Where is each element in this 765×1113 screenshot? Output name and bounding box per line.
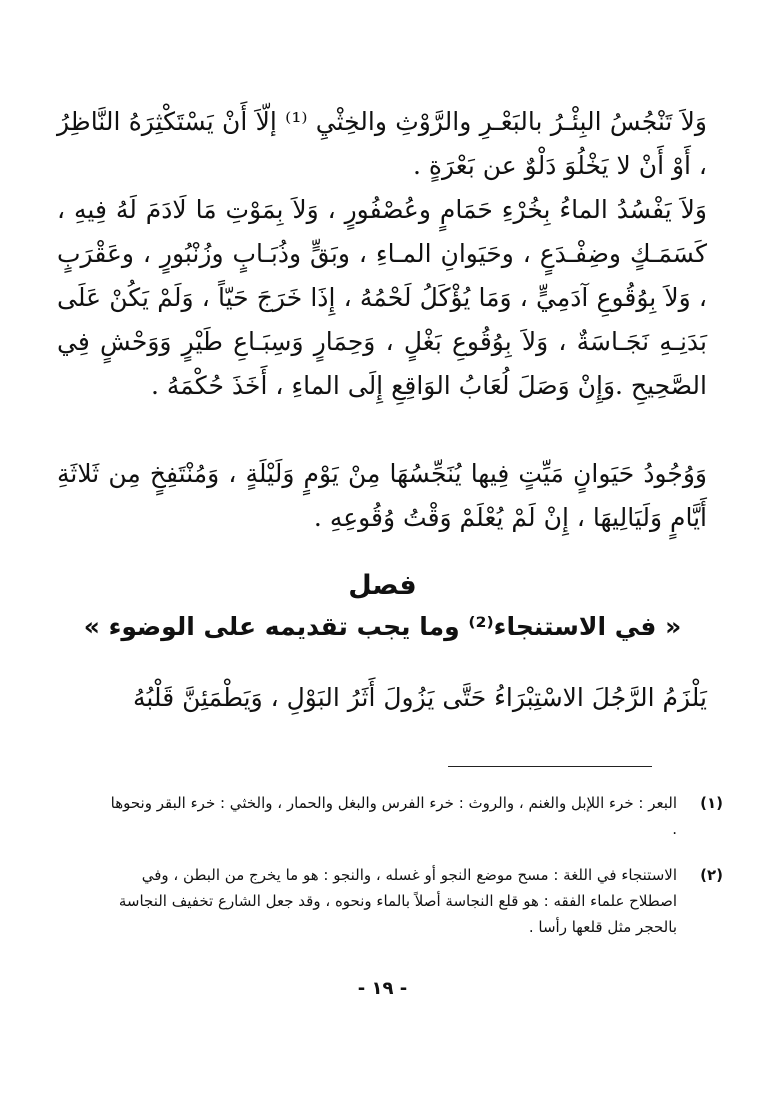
footnote [107,862,723,940]
paragraph-water-not-spoiled: وَلاَ يَفْسُدُ الماءُ بِخُرْءِ حَمَامٍ وعُصْفُورٍ ، وَلاَ بِمَوْتِ مَا لَادَمَ لَهُ فِيهِ ، كَسَمَـكٍ وضِفْـدَعٍ ، وحَيَوانِ المـاءِ ، وبَقٍّ وذُبَـابٍ وزُنْبُورٍ ، وعَقْرَبٍ ، وَلاَ بِوُقُوعِ آدَمِيٍّ ، وَمَا يُؤْكَلُ لَحْمُهُ ، إِذَا خَرَجَ حَيّاً ، وَلَمْ يَكُنْ عَلَى بَدَنِـهِ نَجَـاسَةٌ ، وَلاَ بِوُقُوعِ بَغْلٍ ، وَحِمَارٍ وَسِبَـاعِ طَيْرٍ وَوَحْشٍ فِي الصَّحِيحِ .وَإِنْ وَصَلَ لُعَابُ الوَاقِعِ إِلَى الماءِ ، أَخَذَ حُكْمَهُ . [57,195,707,400]
section-subtitle: « في الاستنجاء⁽²⁾ وما يجب تقديمه على الوضوء » [83,612,682,641]
footnote-number: (١) [700,794,723,812]
paragraph-istibra: يَلْزَمُ الرَّجُلَ الاسْتِبْرَاءُ حَتَّى يَزُولَ أَثَرُ البَوْلِ ، وَيَطْمَئِنَّ قَلْبُهُ [132,683,707,712]
footnote [107,790,723,842]
footnote-number: (٢) [700,866,723,884]
page-number: - ١٩ - [357,978,408,999]
footnote-text: الاستنجاء في اللغة : مسح موضع النجو أو غسله ، والنجو : هو ما يخرج من البطن ، وفي اصطلاح علماء الفقه : هو قلع النجاسة أصلاً بالماء ونحوه ، وقد جعل الشارع تخفيف النجاسة بالحجر مثل قلعها رأسا . [118,866,677,936]
footnote-text: البعر : خرء اللإبل والغنم ، والروث : خرء الفرس والبغل والحمار ، والخثي : خرء البقر ونحوها . [110,794,677,838]
footnote-divider [448,766,652,767]
paragraph-dead-animal: وَوُجُودُ حَيَوانٍ مَيِّتٍ فِيها يُنَجِّسُهَا مِنْ يَوْمٍ وَلَيْلَةٍ ، وَمُنْتَفِخٍ مِن ثَلاثَةِ أَيَّامٍ وَلَيَالِيهَا ، إِنْ لَمْ يُعْلَمْ وَقْتُ وُقُوعِهِ . [57,459,707,532]
paragraph-well-impurity: وَلاَ تَنْجُسُ البِئْـرُ بالبَعْـرِ والرَّوْثِ والخِثْيِ ⁽¹⁾ إلّاَ أَنْ يَسْتَكْثِرَهُ النَّاظِرُ ، أَوْ أَنْ لا يَخْلُوَ دَلْوٌ عن بَعْرَةٍ . [57,107,707,180]
section-title: فصل [348,570,417,601]
